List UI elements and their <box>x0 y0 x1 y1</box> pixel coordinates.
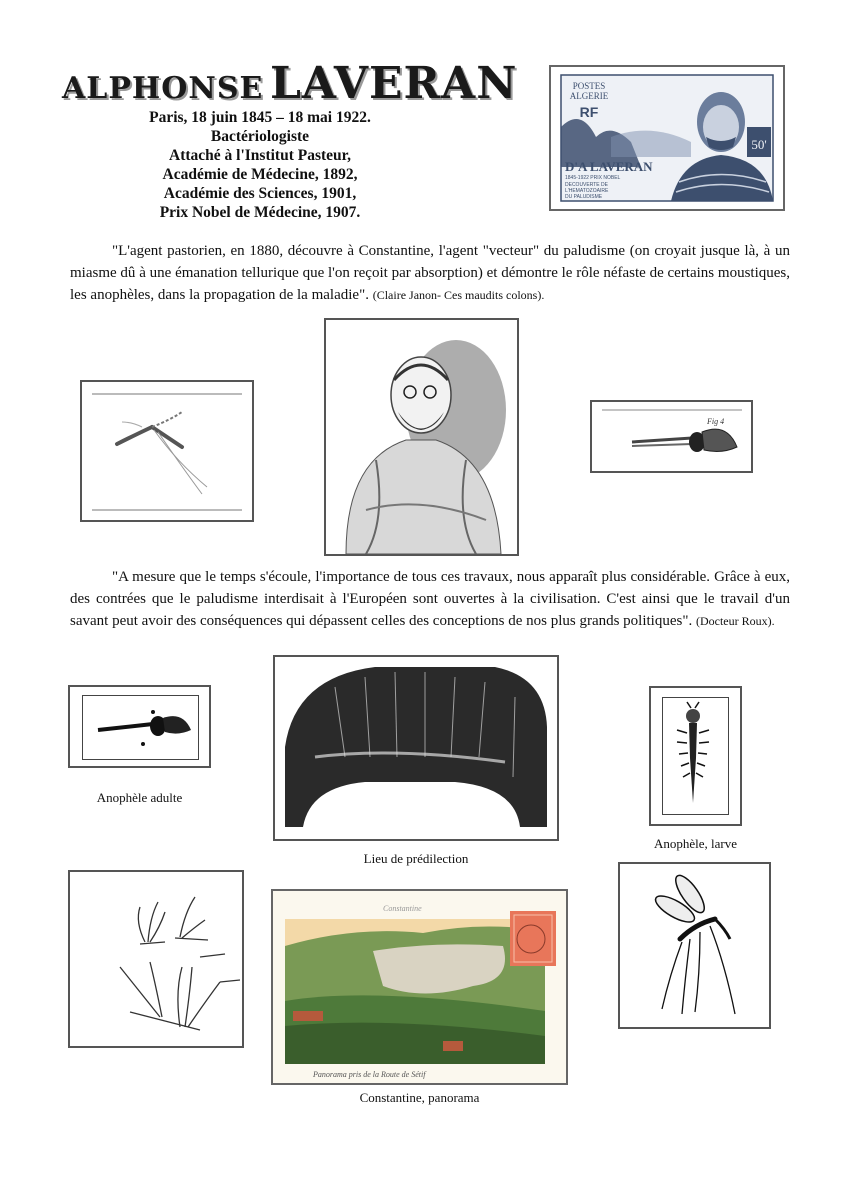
mosquito-drawing-image <box>620 864 769 1027</box>
stamp-desc-3: DU PALUDISME <box>565 194 603 200</box>
caption-habitat: Lieu de prédilection <box>363 851 469 866</box>
quote-1-text: "L'agent pastorien, en 1880, découvre à Constantine, l'agent "vecteur" du paludisme (on croyait jusque là, à un miasme dû à une émanation tellurique que l'on reçoit par absorption) et démontre le rôle néfaste de certains moustiques, les anophèles, dans la propagation de la maladie". <box>70 243 790 303</box>
quote-roux <box>70 566 790 632</box>
adult-anopheles-image <box>83 696 197 758</box>
bio-academie-sciences: Académie des Sciences, 1901, <box>163 185 357 202</box>
bio-nobel: Prix Nobel de Médecine, 1907. <box>159 204 361 221</box>
larva-inner-frame <box>662 697 729 815</box>
portrait-frame <box>324 318 519 556</box>
mosquito-sketch-image <box>82 382 252 520</box>
postcard-caption: Panorama pris de la Route de Sétif <box>313 1070 426 1079</box>
stamp-postes: POSTES <box>572 81 606 91</box>
postcard-header: Constantine <box>383 904 422 913</box>
quote-2-text: "A mesure que le temps s'écoule, l'importance de tous ces travaux, nous apparaît plus considérable. Grâce à eux, des contrées que le paludisme interdisait à l'Européen sont ouvertes à la civilisation. C'est ainsi que le travail d'un savant peut avoir des conséquences qui dépassent celles des conceptions de nos plus grands politiques". <box>70 569 790 629</box>
stamp-image <box>551 67 783 209</box>
adult-anopheles-inner-frame <box>82 695 199 760</box>
bio-dates: Paris, 18 juin 1845 – 18 mai 1922. <box>149 109 371 126</box>
bio-profession: Bactériologiste <box>210 128 310 145</box>
stamp-frame <box>549 65 785 211</box>
page-title <box>62 58 518 109</box>
adult-anopheles-frame <box>68 685 211 768</box>
quote-laveran-discovery <box>70 240 790 306</box>
quote-2-citation: (Docteur Roux). <box>695 614 775 628</box>
stamp-desc-1: DECOUVERTE DE <box>565 182 608 188</box>
mosquito-sketch-frame <box>80 380 254 522</box>
stamp-algerie: ALGERIE <box>569 91 609 101</box>
title-first-name: ALPHONSE <box>62 71 264 106</box>
grass-sketch-image <box>70 872 242 1046</box>
larva-image <box>663 698 727 813</box>
postcard-frame <box>271 889 568 1085</box>
larva-frame <box>649 686 742 826</box>
stamp-name: D'A LAVERAN <box>565 159 653 174</box>
mosquito-drawing-frame <box>618 862 771 1029</box>
grass-sketch-frame <box>68 870 244 1048</box>
quote-1-citation: (Claire Janon- Ces maudits colons). <box>372 288 545 302</box>
laveran-portrait-image <box>326 320 517 554</box>
constantine-postcard-image <box>273 891 566 1083</box>
biography-block <box>140 108 380 222</box>
stamp-desc-2: L'HEMATOZOAIRE <box>565 188 609 194</box>
stamp-subtitle: 1845-1922 PRIX NOBEL <box>565 175 621 181</box>
caption-larva: Anophèle, larve <box>653 836 738 851</box>
bio-institut: Attaché à l'Institut Pasteur, <box>169 147 351 164</box>
fig4-label: Fig 4 <box>707 417 725 426</box>
habitat-engraving-image <box>275 657 557 839</box>
fig4-drawing-frame <box>590 400 753 473</box>
stamp-value: 50' <box>751 137 767 152</box>
caption-panorama: Constantine, panorama <box>359 1090 480 1105</box>
fig4-drawing-image <box>592 402 751 471</box>
stamp-rf: RF <box>579 104 599 120</box>
bio-academie-medecine: Académie de Médecine, 1892, <box>162 166 358 183</box>
caption-adult-anopheles: Anophèle adulte <box>96 790 183 805</box>
habitat-frame <box>273 655 559 841</box>
title-last-name: LAVERAN <box>269 58 518 109</box>
